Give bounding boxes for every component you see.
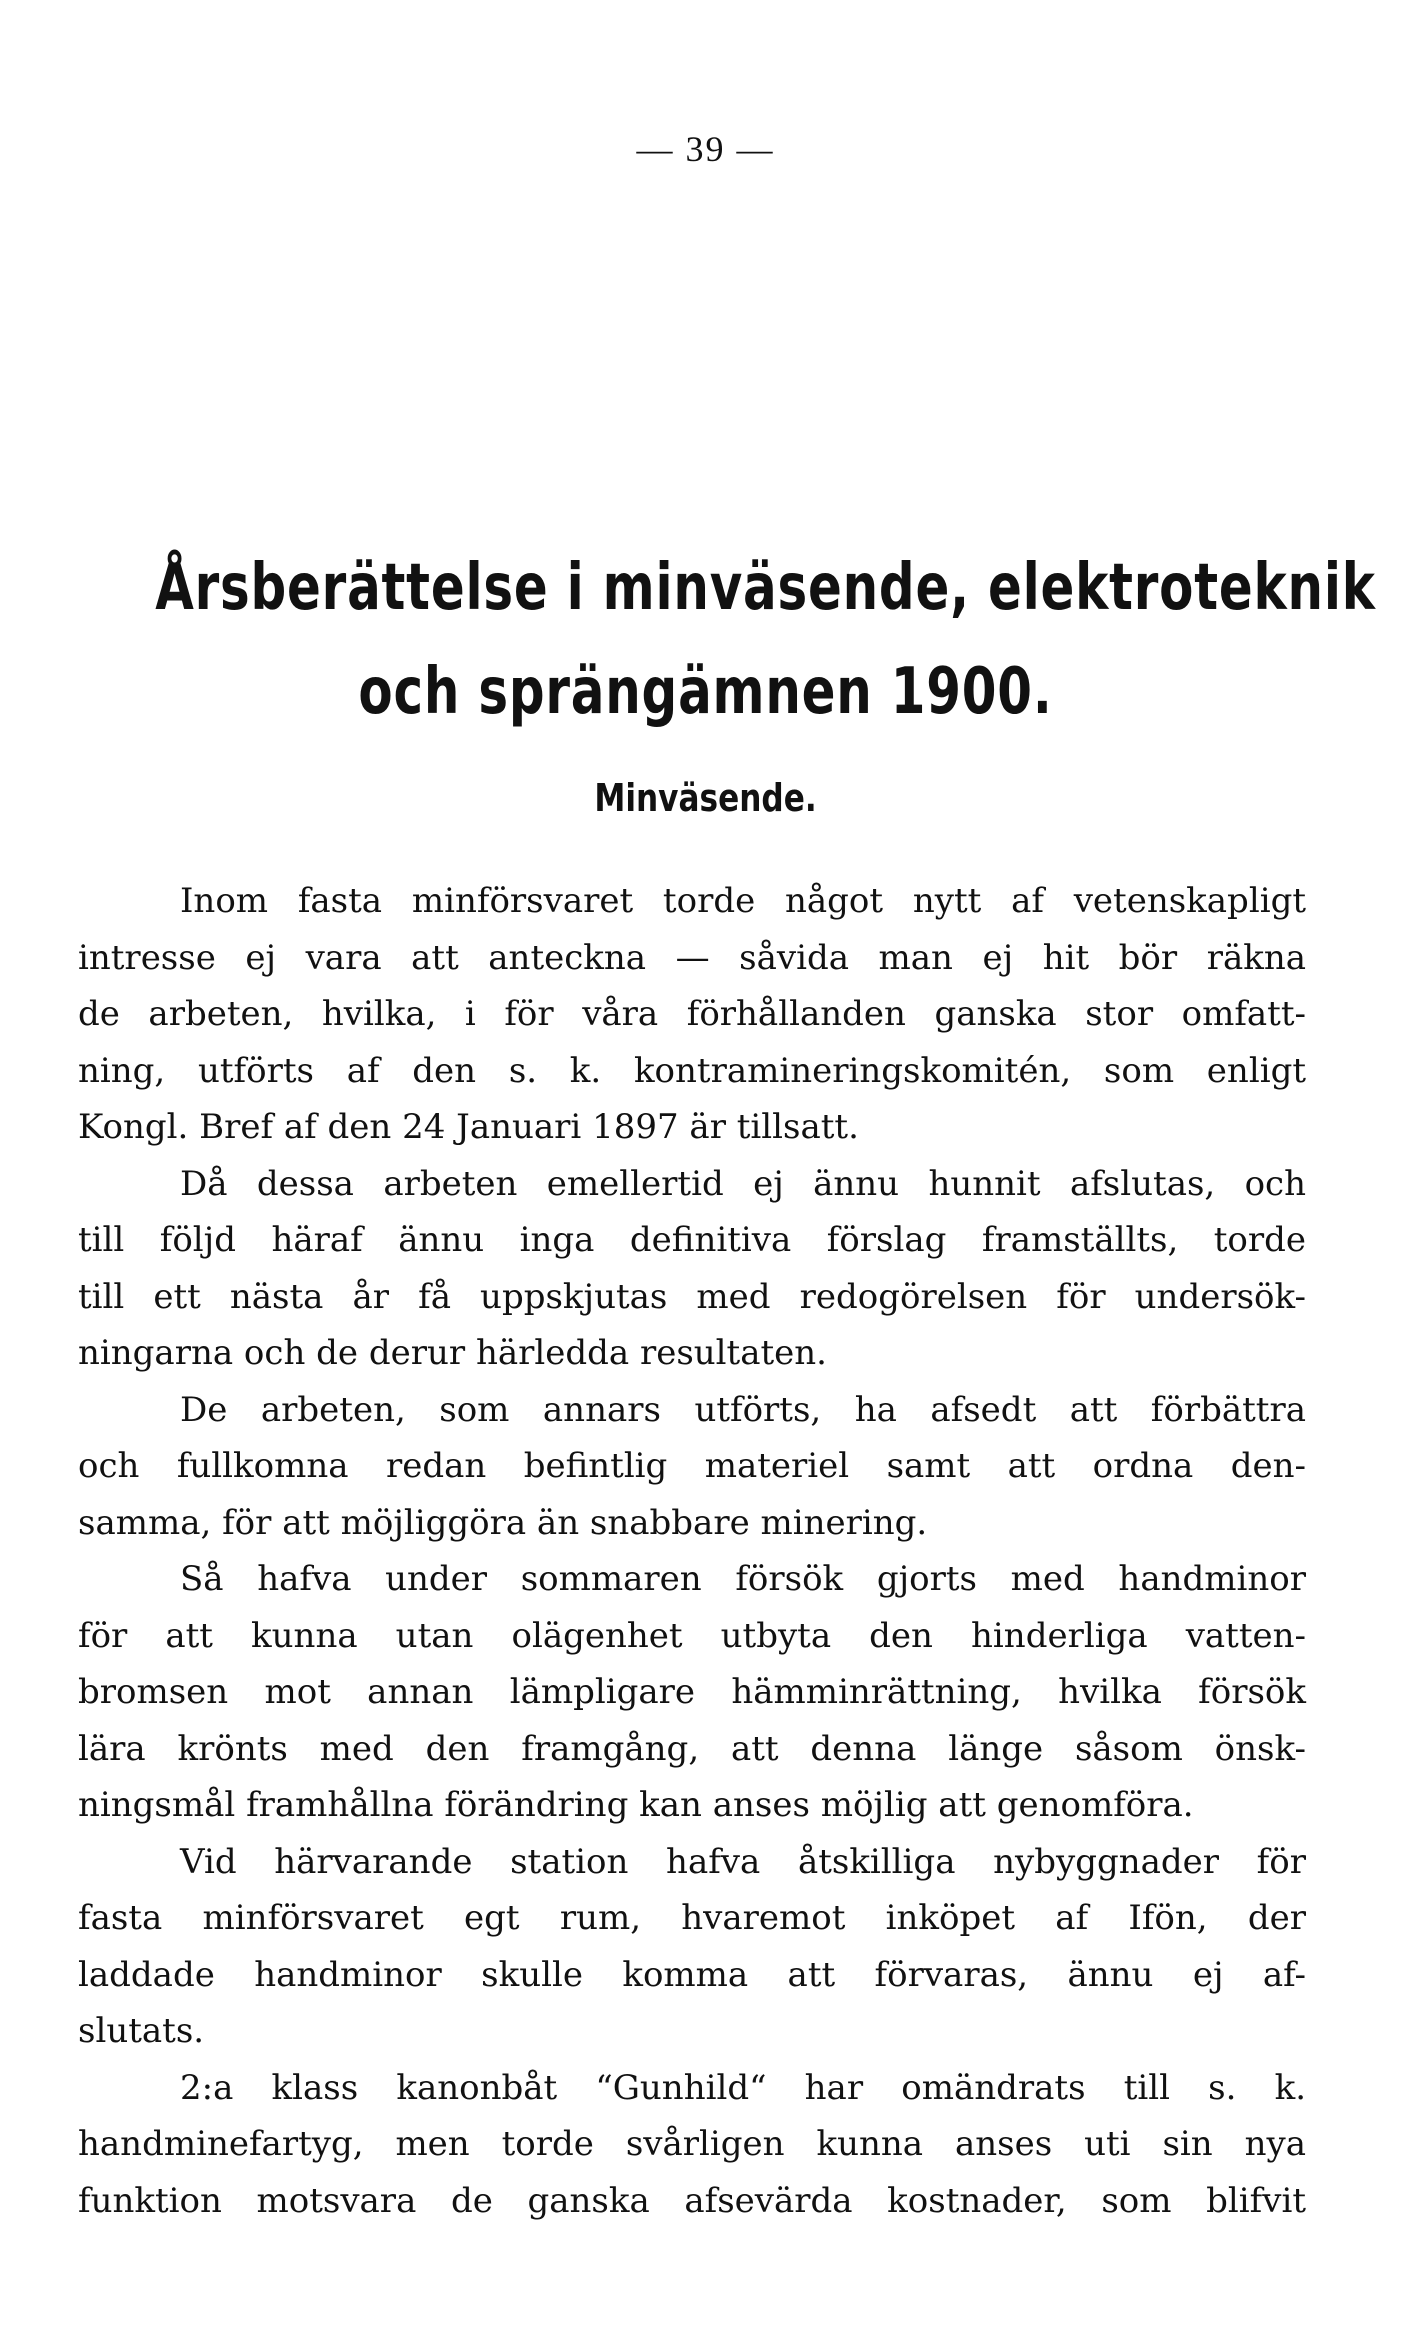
text-line: Kongl. Bref af den 24 Januari 1897 är tillsatt. bbox=[78, 1107, 859, 1147]
text-line: intresse ej vara att anteckna — såvida man ej hit bör räkna bbox=[78, 937, 1306, 978]
text-line: fasta minförsvaret egt rum, hvaremot inköpet af Ifön, der bbox=[78, 1898, 1306, 1938]
paragraph bbox=[78, 2060, 1306, 2230]
paragraph bbox=[78, 873, 1306, 1156]
text-line: Så hafva under sommaren försök gjorts med handminor bbox=[180, 1559, 1306, 1599]
text-line: funktion motsvara de ganska afsevärda kostnader, som blifvit bbox=[78, 2180, 1306, 2221]
text-line: samma, för att möjliggöra än snabbare minering. bbox=[78, 1502, 928, 1543]
text-line: Inom fasta minförsvaret torde något nytt af vetenskapligt bbox=[180, 881, 1306, 921]
text-line: till följd häraf ännu inga definitiva förslag framställts, torde bbox=[78, 1220, 1306, 1260]
paragraph bbox=[78, 1551, 1306, 1834]
text-line: och fullkomna redan befintlig materiel samt att ordna den- bbox=[78, 1446, 1306, 1486]
text-line: de arbeten, hvilka, i för våra förhållanden ganska stor omfatt- bbox=[78, 994, 1306, 1034]
paragraph bbox=[78, 1156, 1306, 1382]
paragraph bbox=[78, 1834, 1306, 2060]
text-line: 2:a klass kanonbåt “Gunhild“ har omändrats till s. k. bbox=[180, 2067, 1306, 2108]
text-line: Då dessa arbeten emellertid ej ännu hunnit afslutas, och bbox=[180, 1163, 1306, 1204]
text-line: slutats. bbox=[78, 2011, 205, 2051]
text-line: till ett nästa år få uppskjutas med redogörelsen för undersök- bbox=[78, 1276, 1306, 1317]
text-line: De arbeten, som annars utförts, ha afsedt att förbättra bbox=[180, 1389, 1306, 1430]
body-text bbox=[78, 873, 1306, 2229]
paragraph bbox=[78, 1382, 1306, 1552]
report-title-line-2: och sprängämnen 1900. bbox=[358, 655, 1053, 729]
text-line: laddade handminor skulle komma att förvaras, ännu ej af- bbox=[78, 1954, 1306, 1995]
text-line: handminefartyg, men torde svårligen kunna anses uti sin nya bbox=[78, 2124, 1306, 2164]
text-line: för att kunna utan olägenhet utbyta den hinderliga vatten- bbox=[78, 1615, 1306, 1656]
text-line: lära krönts med den framgång, att denna länge såsom önsk- bbox=[78, 1728, 1306, 1769]
text-line: ningarna och de derur härledda resultaten. bbox=[78, 1333, 827, 1373]
section-heading: Minväsende. bbox=[594, 776, 817, 820]
text-line: Vid härvarande station hafva åtskilliga nybyggnader för bbox=[180, 1841, 1306, 1882]
text-line: ning, utförts af den s. k. kontramineringskomitén, som enligt bbox=[78, 1050, 1306, 1091]
text-line: ningsmål framhållna förändring kan anses möjlig att genomföra. bbox=[78, 1785, 1194, 1825]
page-number: — 39 — bbox=[636, 129, 775, 169]
report-title bbox=[155, 536, 1376, 744]
text-line: bromsen mot annan lämpligare hämminrättning, hvilka försök bbox=[78, 1672, 1306, 1712]
report-title-line-1: Årsberättelse i minväsende, elektroteknik bbox=[155, 551, 1376, 625]
